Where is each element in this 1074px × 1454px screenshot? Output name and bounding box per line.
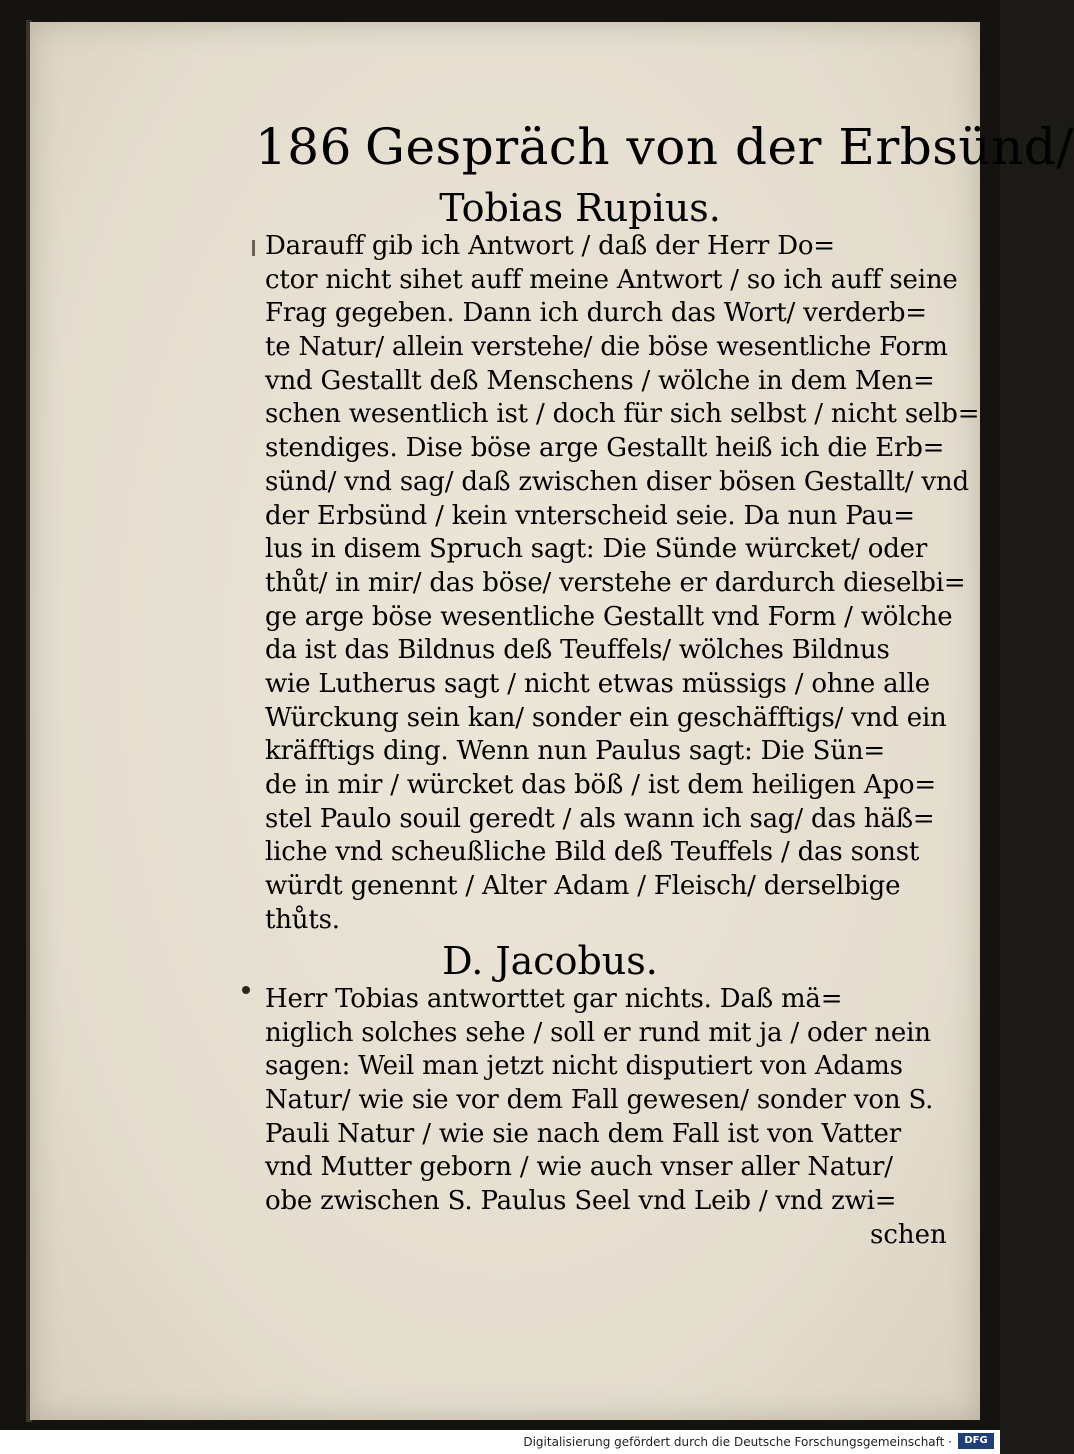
text-line: stendiges. Dise böse arge Gestallt heiß ich die Erb= bbox=[265, 433, 945, 464]
text-line: Würckung sein kan/ sonder ein geschäfftigs/ vnd ein bbox=[265, 702, 947, 733]
text-line: Frag gegeben. Dann ich durch das Wort/ verderb= bbox=[265, 298, 927, 329]
text-line: würdt genennt / Alter Adam / Fleisch/ derselbige bbox=[265, 871, 901, 902]
text-line: Darauff gib ich Antwort / daß der Herr Do= bbox=[265, 231, 835, 261]
text-line: niglich solches sehe / soll er rund mit ja / oder nein bbox=[265, 1017, 931, 1048]
margin-dot bbox=[242, 986, 250, 994]
text-line: ctor nicht sihet auff meine Antwort / so ich auff seine bbox=[265, 264, 958, 295]
catchword: schen bbox=[870, 1220, 947, 1250]
text-line: vnd Mutter geborn / wie auch vnser aller Natur/ bbox=[265, 1152, 893, 1183]
text-line: kräfftigs ding. Wenn nun Paulus sagt: Die Sün= bbox=[265, 736, 885, 767]
text-line: lus in disem Spruch sagt: Die Sünde würcket/ oder bbox=[265, 534, 928, 565]
text-line: de in mir / würcket das böß / ist dem heiligen Apo= bbox=[265, 770, 936, 800]
speaker-heading-tobias: Tobias Rupius. bbox=[439, 186, 721, 230]
text-line: te Natur/ allein verstehe/ die böse wesentliche Form bbox=[265, 332, 948, 363]
page-number: 186 bbox=[255, 118, 352, 176]
margin-mark bbox=[252, 240, 255, 256]
dfg-logo: DFG bbox=[958, 1433, 994, 1449]
running-title: Gespräch von der Erbsünd/ bbox=[365, 118, 1074, 176]
text-line: vnd Gestallt deß Menschens / wölche in dem Men= bbox=[265, 365, 935, 396]
text-line: sünd/ vnd sag/ daß zwischen diser bösen Gestallt/ vnd bbox=[265, 466, 969, 497]
text-line: liche vnd scheußliche Bild deß Teuffels / das sonst bbox=[265, 837, 920, 868]
text-line: thůt/ in mir/ das böse/ verstehe er dardurch dieselbi= bbox=[265, 567, 966, 598]
footer-credit: Digitalisierung gefördert durch die Deutsche Forschungsgemeinschaft · bbox=[523, 1435, 952, 1449]
text-line: Natur/ wie sie vor dem Fall gewesen/ sonder von S. bbox=[265, 1085, 934, 1116]
speaker-heading-jacobus: D. Jacobus. bbox=[442, 939, 658, 983]
text-line: Herr Tobias antworttet gar nichts. Daß mä= bbox=[265, 984, 843, 1014]
text-line: da ist das Bildnus deß Teuffels/ wölches Bildnus bbox=[265, 635, 890, 666]
running-head bbox=[255, 112, 1074, 182]
text-line: ge arge böse wesentliche Gestallt vnd Form / wölche bbox=[265, 601, 953, 632]
text-line: schen wesentlich ist / doch für sich selbst / nicht selb= bbox=[265, 399, 980, 430]
paragraph-jacobus bbox=[265, 983, 945, 1219]
text-line: sagen: Weil man jetzt nicht disputiert von Adams bbox=[265, 1051, 903, 1082]
text-line: der Erbsünd / kein vnterscheid seie. Da nun Pau= bbox=[265, 500, 915, 531]
text-line: Pauli Natur / wie sie nach dem Fall ist von Vatter bbox=[265, 1118, 901, 1149]
text-line: thůts. bbox=[265, 904, 340, 935]
paragraph-tobias bbox=[265, 230, 980, 937]
text-line: obe zwischen S. Paulus Seel vnd Leib / vnd zwi= bbox=[265, 1186, 897, 1217]
text-line: stel Paulo souil geredt / als wann ich sag/ das häß= bbox=[265, 803, 935, 834]
text-line: wie Lutherus sagt / nicht etwas müssigs / ohne alle bbox=[265, 668, 930, 699]
